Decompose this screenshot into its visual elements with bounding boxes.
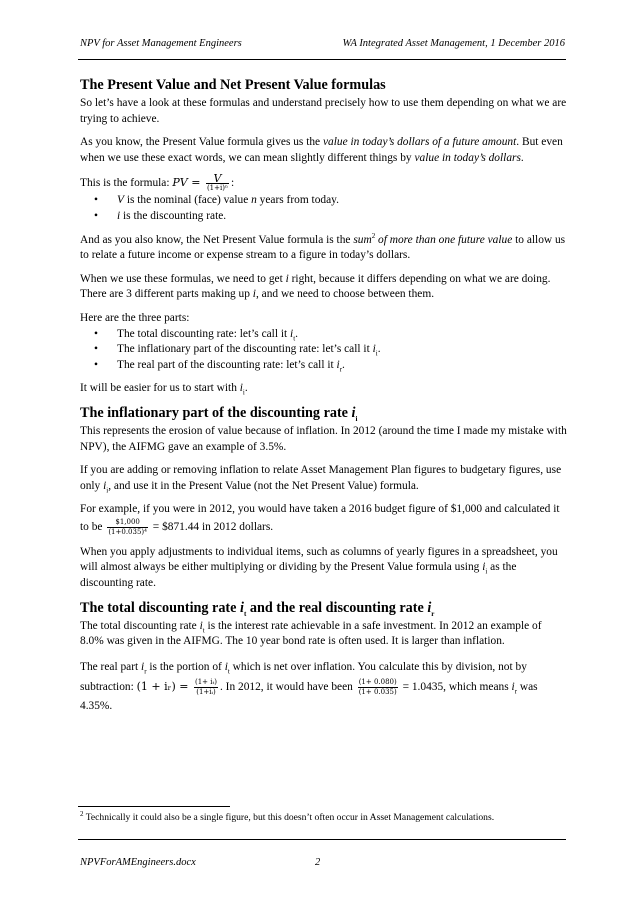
- list-item: • The total discounting rate: let’s call it $i_t$.: [80, 327, 567, 343]
- formula-line: This is the formula: PV = $\frac{V}{\text{(1+i)ⁿ}}$ :: [80, 172, 235, 193]
- footer-rule: [78, 839, 566, 840]
- paragraph: So let’s have a look at these formulas and understand precisely how to use them depending on what we are trying to achieve.: [80, 97, 567, 125]
- footnote-separator: [78, 806, 230, 807]
- section-heading-total-real: The total discounting rate $i_t$ and the real discounting rate $i_r$: [80, 599, 435, 618]
- paragraph: It will be easier for us to start with $i_i$.: [80, 382, 248, 397]
- paragraph: When we use these formulas, we need to get i right, because it differs depending on what we are doing. There are 3 different parts making up i, and we need to choose between them.: [80, 272, 551, 301]
- pv-formula-fraction: $\frac{V}{\text{(1+i)ⁿ}}$: [206, 172, 229, 193]
- header-rule: [78, 59, 566, 60]
- paragraph: When you apply adjustments to individual items, such as columns of yearly figures in a spreadsheet, you will almost always be either multiplying or dividing by the Present Value formula using $i_i$ as the discounting rate.: [80, 545, 558, 590]
- footer-filename: NPVForAMEngineers.docx: [80, 857, 196, 868]
- footnote-ref: 2: [371, 231, 376, 240]
- list-item: • V is the nominal (face) value n years from today.: [80, 193, 567, 209]
- paragraph: The total discounting rate $i_t$ is the interest rate achievable in a safe investment. In 2012 an example of 8.0% was given in the AIFMG. The 10 year bond rate is often used. It is larger than inflation.: [80, 619, 542, 648]
- header-org-date: WA Integrated Asset Management, 1 December 2016: [342, 38, 565, 49]
- rate-parts-list: [80, 327, 567, 374]
- document-body: [80, 77, 567, 724]
- real-rate-fraction: $\frac{\text{(1+ iₜ)}}{\text{(1+iᵢ)}}$: [194, 677, 217, 696]
- pv-formula-lhs: PV =: [172, 176, 204, 190]
- list-item: • The inflationary part of the discounting rate: let’s call it $i_i$.: [80, 342, 567, 358]
- list-item: • i is the discounting rate.: [80, 209, 567, 225]
- paragraph: For example, if you were in 2012, you would have taken a 2016 budget figure of $1,000 and calculated it to be $\frac{\$1,000}{\text{(1+0.035)⁴}}$ = $871.44 in 2012 dollars.: [80, 503, 560, 536]
- section-heading-formulas: The Present Value and Net Present Value formulas: [80, 77, 386, 93]
- footer-page-number: 2: [315, 857, 321, 868]
- header-title: NPV for Asset Management Engineers: [80, 38, 242, 49]
- paragraph: And as you also know, the Net Present Value formula is the sum$^2$ of more than one future value to allow us to relate a future income or expense stream to a figure in today’s dollars.: [80, 231, 566, 262]
- real-rate-lhs: (1 + iᵣ) =: [136, 679, 192, 693]
- list-item: • The real part of the discounting rate: let’s call it $i_r$.: [80, 358, 567, 374]
- paragraph: Here are the three parts:: [80, 311, 190, 324]
- paragraph: If you are adding or removing inflation to relate Asset Management Plan figures to budgetary figures, use only $i_i$, and use it in the Present Value (not the Net Present Value) formula.: [80, 464, 562, 494]
- real-rate-example-fraction: $\frac{(1+ 0.080)}{(1+ 0.035)}$: [358, 677, 397, 696]
- formula-variable-list: [80, 193, 567, 224]
- paragraph: As you know, the Present Value formula gives us the value in today’s dollars of a future amount. But even when we use these exact words, we can mean slightly different things by value in today’s dollars.: [80, 136, 563, 164]
- paragraph: This represents the erosion of value because of inflation. In 2012 (around the time I made my mistake with NPV), the AIFMG gave an example of 3.5%.: [80, 424, 567, 453]
- example-fraction: $\frac{\$1,000}{\text{(1+0.035)⁴}}$: [108, 517, 147, 536]
- paragraph: The real part $i_r$ is the portion of $i_t$ which is net over inflation. You calculate this by division, not by subtraction: (1 + iᵣ) = $\frac{\text{(1+ iₜ)}}{\text{(1+iᵢ)}}$ . In 2012, it would have been $\frac{(1+ 0.080)}{(1+ 0.035)}$ = 1.0435, which means $i_r$ was 4.35%.: [80, 660, 538, 712]
- footnote: $^2$ Technically it could also be a single figure, but this doesn’t often occur in Asset Management calculations.: [80, 809, 495, 823]
- section-heading-inflationary: The inflationary part of the discounting rate $i_i$: [80, 404, 358, 423]
